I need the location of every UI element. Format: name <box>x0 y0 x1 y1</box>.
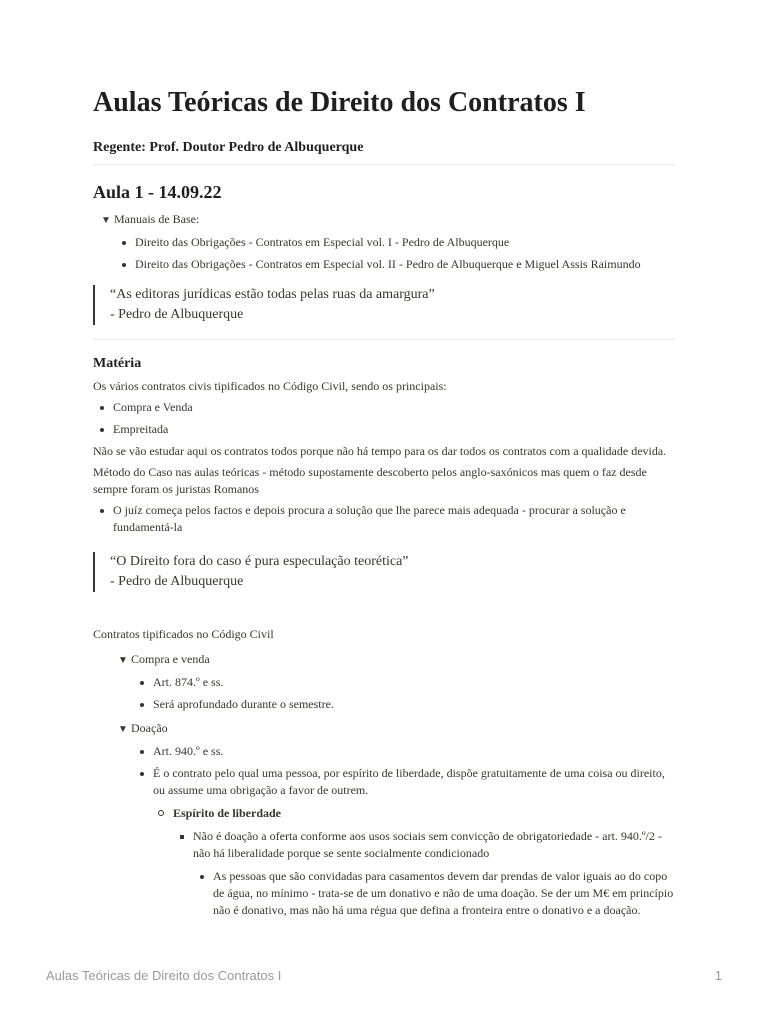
toggle-compra-venda-label: Compra e venda <box>131 652 210 666</box>
list-item <box>173 828 675 919</box>
quote-block <box>93 285 675 325</box>
list-item: Empreitada <box>93 421 675 438</box>
toggle-compra-venda[interactable] <box>98 649 675 671</box>
page-number: 1 <box>714 968 722 983</box>
toggle-triangle-icon[interactable]: ▼ <box>118 655 128 666</box>
list-item <box>153 805 675 919</box>
document-page <box>93 84 675 924</box>
espirito-item: Não é doação a oferta conforme aos usos sociais sem convicção de obrigatoriedade - art. 940.º/2 - não há liberalidade porque se sente socialmente condicionado <box>193 829 662 860</box>
toggle-triangle-icon[interactable]: ▼ <box>118 724 128 735</box>
toggle-doacao-label: Doação <box>131 721 168 735</box>
contratos-intro: Contratos tipificados no Código Civil <box>93 627 274 641</box>
paragraph: Método do Caso nas aulas teóricas - método supostamente descoberto pelos anglo-saxónicos mas quem o faz desde sempre foram os juristas Romanos <box>93 465 647 496</box>
page-footer <box>46 968 722 986</box>
espirito-sublist <box>173 828 675 919</box>
list-item: Direito das Obrigações - Contratos em Especial vol. II - Pedro de Albuquerque e Miguel Assis Raimundo <box>115 256 675 273</box>
doacao-definition: É o contrato pelo qual uma pessoa, por espírito de liberdade, dispõe gratuitamente de uma coisa ou direito, ou assume uma obrigação a favor de outrem. <box>153 766 665 797</box>
materia-intro: Os vários contratos civis tipificados no Código Civil, sendo os principais: <box>93 379 447 393</box>
list-item: Art. 874.º e ss. <box>133 674 675 691</box>
aula-heading: Aula 1 - 14.09.22 <box>93 182 222 202</box>
list-item: Será aprofundado durante o semestre. <box>133 696 675 713</box>
quote-author: - Pedro de Albuquerque <box>110 307 244 322</box>
compra-venda-list <box>93 674 675 713</box>
metodo-list <box>93 502 675 536</box>
quote-text: “As editoras jurídicas estão todas pelas ruas da amargura” <box>110 287 435 302</box>
list-item: Art. 940.º e ss. <box>133 743 675 760</box>
toggle-triangle-icon[interactable]: ▼ <box>101 215 111 226</box>
espirito-subsublist <box>193 868 675 919</box>
espirito-label: Espírito de liberdade <box>173 806 282 820</box>
espirito-list <box>153 805 675 919</box>
toggle-manuais[interactable] <box>101 209 675 231</box>
list-item: As pessoas que são convidadas para casamentos devem dar prendas de valor iguais ao do copo de água, no mínimo - trata-se de um donativo e não de uma doação. Se der um M€ em princípio não é donativo, mas não há uma régua que defina a fronteira entre o donativo e a doação. <box>193 868 675 919</box>
paragraph: Não se vão estudar aqui os contratos todos porque não há tempo para os dar todos os contratos com a qualidade devida. <box>93 444 667 458</box>
quote-author: - Pedro de Albuquerque <box>110 574 244 589</box>
list-item: Direito das Obrigações - Contratos em Especial vol. I - Pedro de Albuquerque <box>115 234 675 251</box>
divider <box>93 339 675 340</box>
toggle-doacao[interactable] <box>98 718 675 740</box>
list-item <box>133 765 675 919</box>
materia-heading: Matéria <box>93 356 142 371</box>
regente-line: Regente: Prof. Doutor Pedro de Albuquerque <box>93 138 675 165</box>
footer-title: Aulas Teóricas de Direito dos Contratos I <box>46 968 282 983</box>
materia-list <box>93 399 675 438</box>
toggle-manuais-label: Manuais de Base: <box>114 212 200 226</box>
doacao-list <box>93 743 675 919</box>
manuais-list <box>115 234 675 273</box>
document-title: Aulas Teóricas de Direito dos Contratos I <box>93 87 586 118</box>
list-item: O juíz começa pelos factos e depois procura a solução que lhe parece mais adequada - procurar a solução e fundamentá-la <box>93 502 675 536</box>
list-item: Compra e Venda <box>93 399 675 416</box>
quote-block <box>93 552 675 592</box>
quote-text: “O Direito fora do caso é pura especulação teorética” <box>110 554 409 569</box>
